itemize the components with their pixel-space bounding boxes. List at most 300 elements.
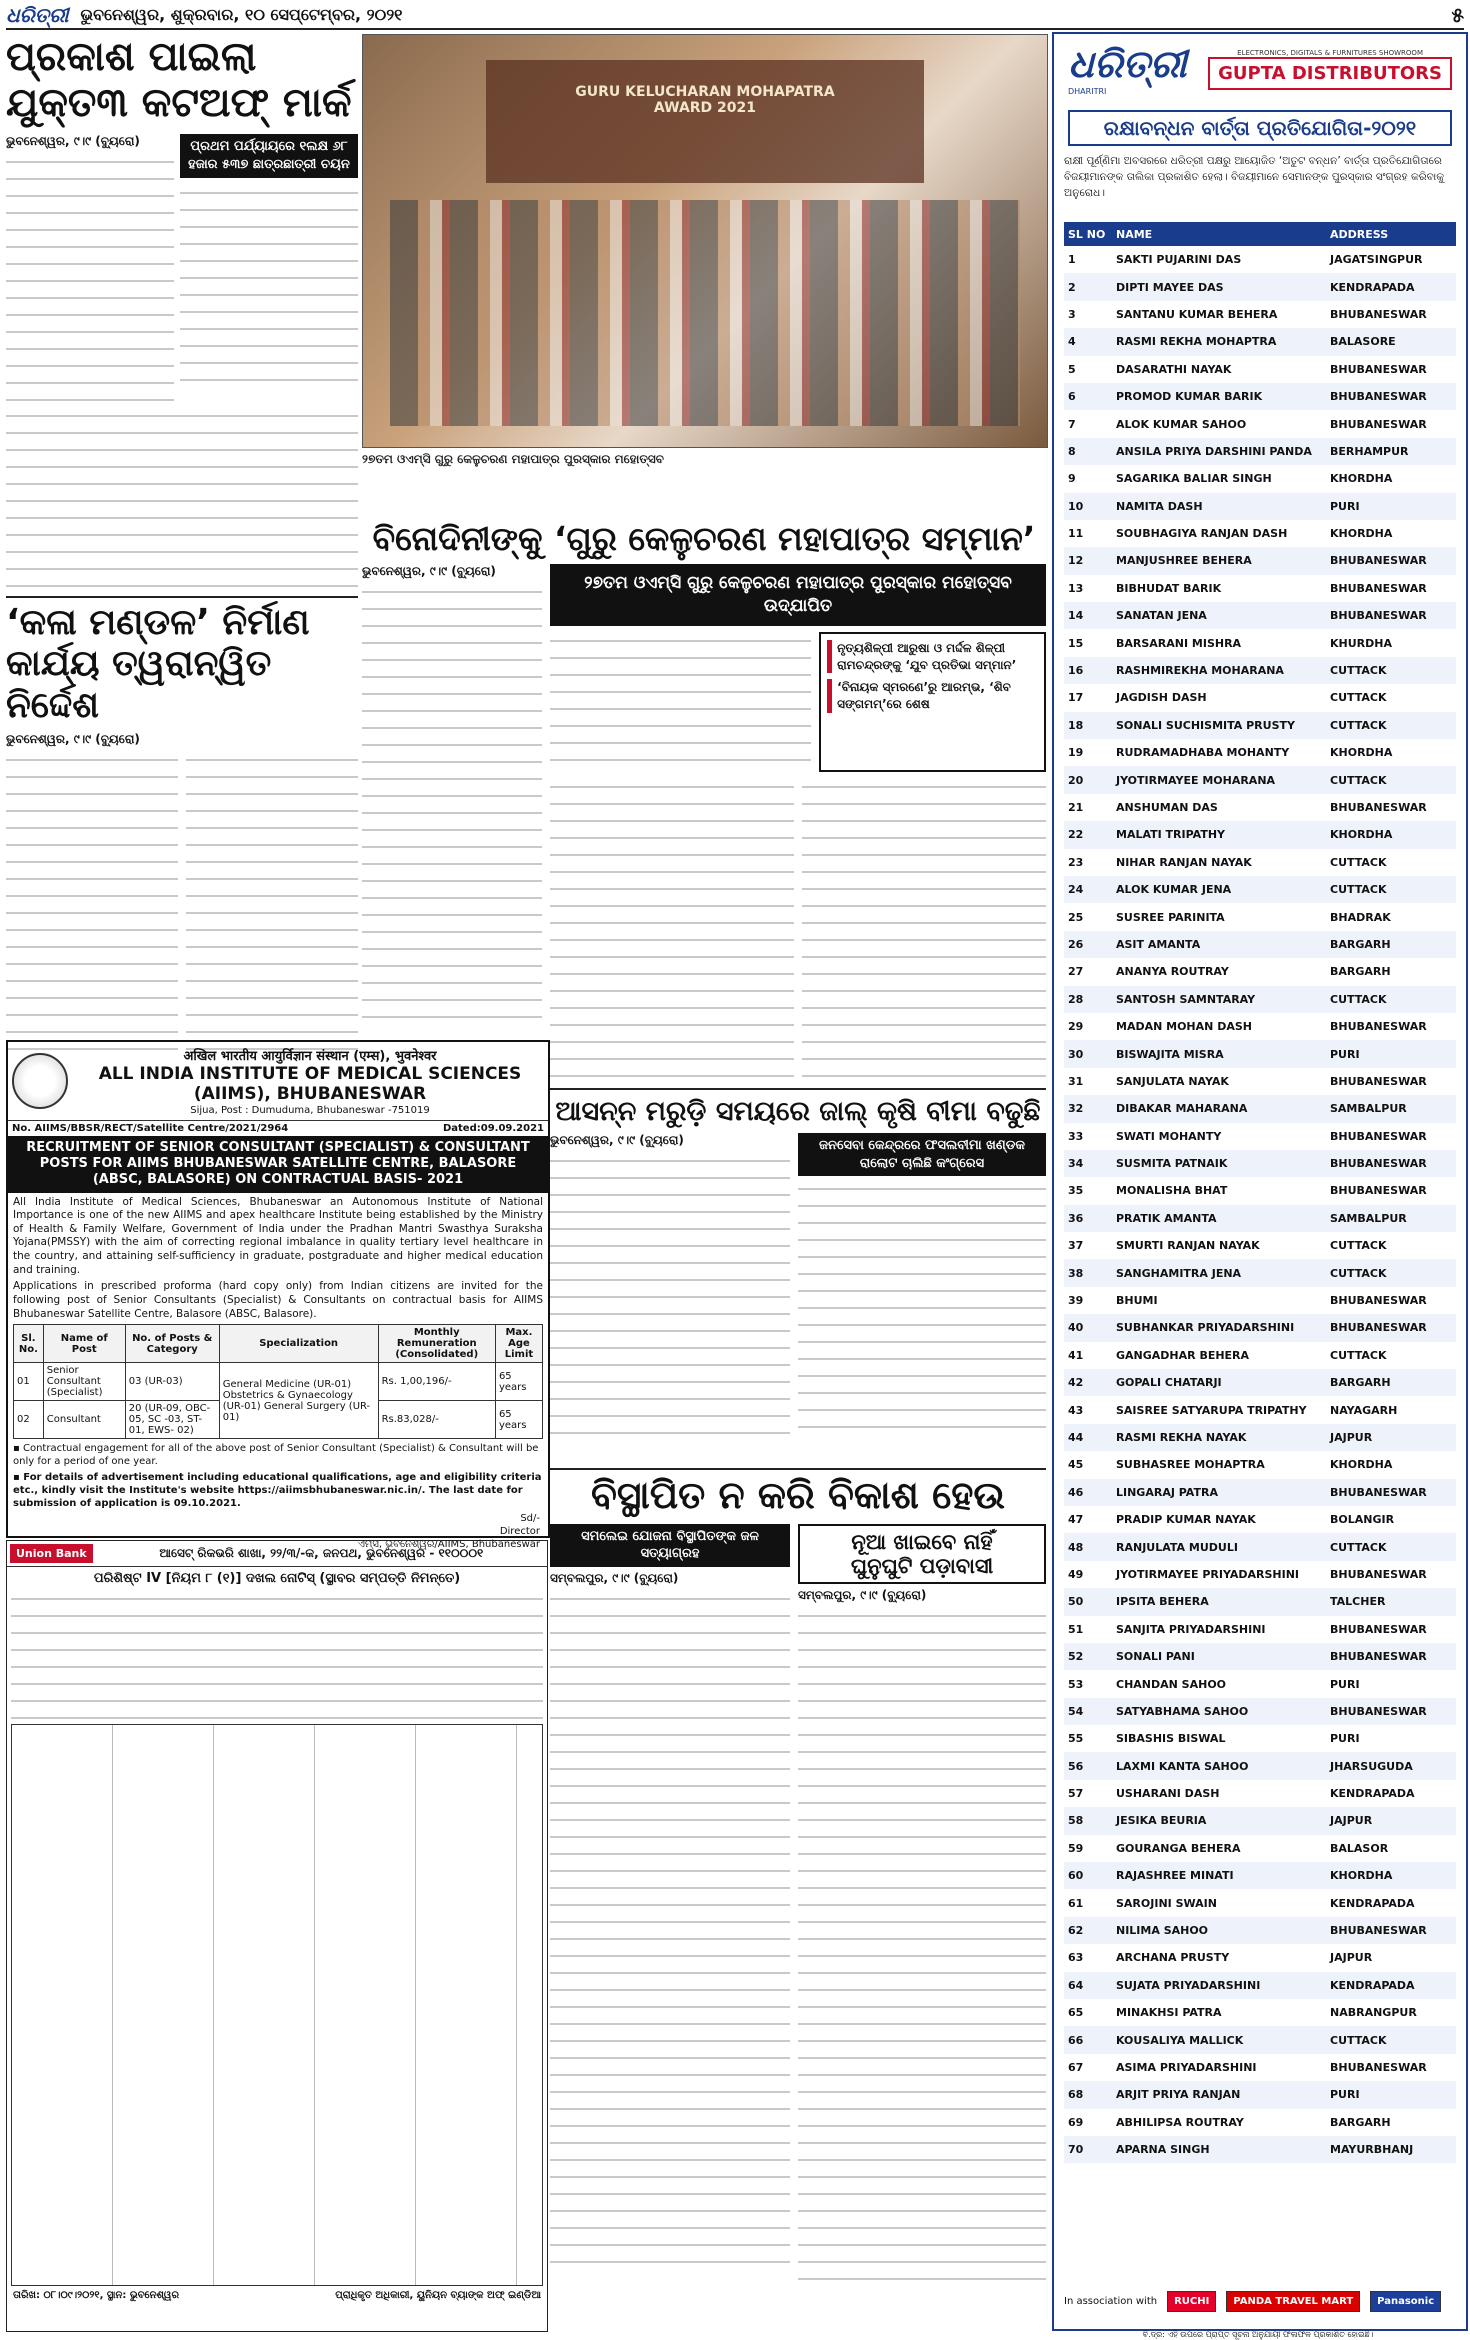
winner-name: LAXMI KANTA SAHOO bbox=[1112, 1752, 1326, 1779]
winner-slno: 14 bbox=[1064, 602, 1112, 629]
winner-address: NAYAGARH bbox=[1330, 1403, 1398, 1417]
winner-name: JYOTIRMAYEE PRIYADARSHINI bbox=[1116, 1567, 1299, 1581]
story-kala-mandal bbox=[6, 596, 358, 1040]
winner-name: MALATI TRIPATHY bbox=[1112, 821, 1326, 848]
winner-row bbox=[1064, 2026, 1456, 2053]
winner-name: IPSITA BEHERA bbox=[1112, 1588, 1326, 1615]
winner-address: KHORDHA bbox=[1330, 746, 1393, 760]
winner-name: SAKTI PUJARINI DAS bbox=[1116, 253, 1242, 267]
winner-slno: 66 bbox=[1064, 2026, 1112, 2053]
winner-slno: 67 bbox=[1068, 2060, 1084, 2074]
photo-caption bbox=[362, 450, 1046, 514]
winner-name: ASIT AMANTA bbox=[1112, 931, 1326, 958]
story-nuakhai-headline-1: ନୂଆ ଖାଇବେ ନାହିଁ bbox=[851, 1529, 993, 1554]
winner-name: SANTANU KUMAR BEHERA bbox=[1116, 307, 1278, 321]
aiims-intro-2: Applications in prescribed proforma (hard copy only) from Indian citizens are invited for the following post of Senior Consultants (Specialist) & Consultants on contractual basis for AIIMS Bhubaneswar Satellite Centre, Balasore (ABSC, Balasore). bbox=[13, 1280, 543, 1320]
winner-name: SWATI MOHANTY bbox=[1116, 1129, 1222, 1143]
winner-name: GOPALI CHATARJI bbox=[1112, 1369, 1326, 1396]
aiims-sign-3: ଏମ୍ସ, ଭୁବନେଶ୍ୱର/AIIMS, Bhubaneswar bbox=[357, 1539, 540, 1551]
winner-row bbox=[1064, 1479, 1456, 1506]
winner-name: MANJUSHREE BEHERA bbox=[1112, 547, 1326, 574]
article-text-block bbox=[550, 1590, 790, 2270]
aiims-ref-no: No. AIIMS/BBSR/RECT/Satellite Centre/2021/2964 bbox=[12, 1122, 289, 1134]
winner-row bbox=[1064, 794, 1456, 821]
winner-slno: 21 bbox=[1068, 801, 1084, 814]
winner-name: SANGHAMITRA JENA bbox=[1112, 1259, 1326, 1286]
winner-address: BHUBANESWAR bbox=[1326, 1643, 1456, 1670]
winner-slno: 28 bbox=[1064, 986, 1112, 1013]
winner-slno: 59 bbox=[1068, 1841, 1084, 1855]
winner-name: ANSHUMAN DAS bbox=[1116, 801, 1218, 814]
winner-slno: 70 bbox=[1064, 2136, 1112, 2163]
winner-name: BHUMI bbox=[1116, 1294, 1158, 1308]
winner-address: JAJPUR bbox=[1326, 1424, 1456, 1451]
winner-slno: 16 bbox=[1064, 657, 1112, 684]
winner-row bbox=[1064, 1123, 1456, 1150]
masthead-dateline: ଭୁବନେଶ୍ୱର, ଶୁକ୍ରବାର, ୧୦ ସେପ୍ଟେମ୍ବର, ୨୦୨୧ bbox=[80, 5, 403, 24]
winner-address: BHUBANESWAR bbox=[1326, 547, 1456, 574]
winner-address: KENDRAPADA bbox=[1326, 1972, 1456, 1999]
winner-slno: 40 bbox=[1064, 1314, 1112, 1341]
winner-address: BHUBANESWAR bbox=[1326, 1150, 1456, 1177]
sponsor-strip bbox=[1064, 2281, 1456, 2321]
winner-name: SANJITA PRIYADARSHINI bbox=[1116, 1622, 1266, 1636]
winner-row bbox=[1064, 1314, 1456, 1341]
winner-row bbox=[1064, 1533, 1456, 1560]
story-binodini-dateline: ଭୁବନେଶ୍ୱର, ୯।୯ (ବ୍ୟୁରୋ) bbox=[362, 563, 496, 578]
winner-row bbox=[1064, 1725, 1456, 1752]
table-cell: General Medicine (UR-01) Obstetrics & Gynaecology (UR-01) General Surgery (UR-01) bbox=[219, 1363, 378, 1439]
winner-row bbox=[1064, 1396, 1456, 1423]
masthead bbox=[6, 2, 1464, 30]
winner-slno: 32 bbox=[1064, 1095, 1112, 1122]
winner-address: BHUBANESWAR bbox=[1326, 1917, 1456, 1944]
article-text-block bbox=[362, 583, 542, 1023]
aiims-intro: All India Institute of Medical Sciences, Bhubaneswar an Autonomous Institute of National Importance is one of the new AIIMS and apex healthcare Institute being established by the Ministry of Health & Family Welfare, Government of India under the Pradhan Mantri Swasthya Suraksha Yojana(PMSSY) with the aim of correcting regional imbalance in quality tertiary level healthcare in the country, and attaining self-sufficiency in graduate, postgraduate and higher medical education and training. bbox=[13, 1195, 543, 1276]
winner-address: CUTTACK bbox=[1326, 876, 1456, 903]
winner-slno: 31 bbox=[1068, 1074, 1084, 1088]
winner-row bbox=[1064, 2109, 1456, 2136]
award-ceremony-photo bbox=[362, 34, 1048, 448]
winner-row bbox=[1064, 547, 1456, 574]
aiims-sign-1: Sd/- bbox=[520, 1513, 540, 1525]
winner-address: KENDRAPADA bbox=[1330, 1787, 1415, 1801]
winner-slno: 17 bbox=[1068, 691, 1084, 705]
winner-slno: 52 bbox=[1064, 1643, 1112, 1670]
winner-address: PURI bbox=[1326, 2081, 1456, 2108]
winner-address: BHUBANESWAR bbox=[1330, 307, 1427, 321]
winner-address: BALASORE bbox=[1326, 328, 1456, 355]
winner-name: ABHILIPSA ROUTRAY bbox=[1116, 2115, 1244, 2129]
winner-address: PURI bbox=[1326, 493, 1456, 520]
winner-row bbox=[1064, 1013, 1456, 1040]
winner-address: BARGARH bbox=[1326, 1369, 1456, 1396]
winner-row bbox=[1064, 1177, 1456, 1204]
winner-name: ALOK KUMAR SAHOO bbox=[1116, 417, 1247, 431]
winner-name: SUJATA PRIYADARSHINI bbox=[1112, 1972, 1326, 1999]
union-bank-footer: ତାରିଖ: ୦୮।୦୯।୨୦୨୧, ସ୍ଥାନ: ଭୁବନେଶ୍ୱର bbox=[13, 2290, 180, 2301]
story-cutoff-callout: ପ୍ରଥମ ପର୍ଯ୍ୟାୟରେ ୧ଲକ୍ଷ ୬୮ ହଜାର ୫୩୭ ଛାତ୍ରଛାତ୍ରୀ ଚୟନ bbox=[180, 134, 358, 178]
story-nuakhai bbox=[798, 1524, 1046, 1584]
aiims-dated: Dated:09.09.2021 bbox=[442, 1122, 544, 1134]
winner-name: RASMI REKHA NAYAK bbox=[1112, 1424, 1326, 1451]
winner-slno: 26 bbox=[1064, 931, 1112, 958]
winner-row bbox=[1064, 1232, 1456, 1259]
winner-slno: 12 bbox=[1064, 547, 1112, 574]
winner-address: BHUBANESWAR bbox=[1330, 1294, 1427, 1308]
union-bank-logo: Union Bank bbox=[10, 1544, 93, 1563]
winner-address: CUTTACK bbox=[1326, 712, 1456, 739]
winner-name: PRADIP KUMAR NAYAK bbox=[1116, 1513, 1256, 1527]
winner-name: SOUBHAGIYA RANJAN DASH bbox=[1116, 527, 1288, 541]
rakhi-intro: ରାକ୍ଷୀ ପୂର୍ଣ୍ଣିମା ଅବସରରେ ଧରିତ୍ରୀ ପକ୍ଷରୁ ଆୟୋଜିତ ‘ଅତୁଟ ବନ୍ଧନ’ ବାର୍ତ୍ତା ପ୍ରତିଯୋଗିତାରେ ବିଜୟୀମାନଙ୍କ ତାଲିକା ପ୍ରକାଶିତ ହେଲା। ବିଜୟୀମାନେ ସେମାନଙ୍କ ପୁରସ୍କାର ସଂଗ୍ରହ କରିବାକୁ ଅନୁରୋଧ। bbox=[1064, 155, 1444, 199]
winner-slno: 42 bbox=[1064, 1369, 1112, 1396]
winner-name: BIBHUDAT BARIK bbox=[1116, 581, 1222, 595]
winner-name: NIHAR RANJAN NAYAK bbox=[1116, 855, 1252, 869]
gupta-distributors-logo: GUPTA DISTRIBUTORS bbox=[1208, 57, 1452, 90]
winner-name: SATYABHAMA SAHOO bbox=[1112, 1698, 1326, 1725]
winner-address: CUTTACK bbox=[1326, 1259, 1456, 1286]
story-binodini-headline: ବିନୋଦିନୀଙ୍କୁ ‘ଗୁରୁ କେଳୁଚରଣ ମହାପାତ୍ର ସମ୍ମାନ’ bbox=[372, 519, 1036, 558]
winner-address: KHORDHA bbox=[1330, 527, 1393, 541]
winner-address: CUTTACK bbox=[1330, 691, 1387, 705]
story-crop-subhead: ଜନସେବା କେନ୍ଦ୍ରରେ ଫସଲବୀମା ଖଣ୍ଡକ ରାଲୋଟ ଚାଲିଛି କଂଗ୍ରେସ bbox=[798, 1133, 1046, 1176]
winner-slno: 51 bbox=[1068, 1622, 1084, 1636]
winner-row bbox=[1064, 1835, 1456, 1862]
winner-name: SANATAN JENA bbox=[1112, 602, 1326, 629]
winner-address: BHUBANESWAR bbox=[1330, 1567, 1427, 1581]
winner-address: BHUBANESWAR bbox=[1330, 362, 1427, 376]
winner-address: BHUBANESWAR bbox=[1330, 801, 1427, 814]
winner-name: SUSREE PARINITA bbox=[1116, 910, 1225, 924]
story-cutoff-marks bbox=[6, 34, 358, 694]
winner-name: DASARATHI NAYAK bbox=[1116, 362, 1232, 376]
winner-name: MINAKHSI PATRA bbox=[1116, 2006, 1222, 2020]
winner-address: JHARSUGUDA bbox=[1326, 1752, 1456, 1779]
table-header-cell: Name of Post bbox=[43, 1325, 125, 1363]
winner-row bbox=[1064, 1862, 1456, 1889]
winner-address: BHUBANESWAR bbox=[1330, 1184, 1427, 1198]
winner-slno: 69 bbox=[1068, 2115, 1084, 2129]
article-text-block bbox=[550, 632, 811, 772]
winner-slno: 6 bbox=[1064, 383, 1112, 410]
winner-address: MAYURBHANJ bbox=[1326, 2136, 1456, 2163]
page-number: ୫ bbox=[1451, 3, 1464, 27]
winner-address: BHADRAK bbox=[1330, 910, 1391, 924]
winner-row bbox=[1064, 493, 1456, 520]
winner-row bbox=[1064, 273, 1456, 300]
winner-name: ARCHANA PRUSTY bbox=[1116, 1951, 1230, 1965]
winner-name: SUBHANKAR PRIYADARSHINI bbox=[1112, 1314, 1326, 1341]
winner-row bbox=[1064, 1095, 1456, 1122]
winner-address: KHORDHA bbox=[1326, 821, 1456, 848]
winner-row bbox=[1064, 1369, 1456, 1396]
winner-row bbox=[1064, 1889, 1456, 1916]
winner-address: CUTTACK bbox=[1326, 1533, 1456, 1560]
photo-people bbox=[390, 200, 1019, 427]
winner-name: RUDRAMADHABA MOHANTY bbox=[1116, 746, 1290, 760]
aiims-emblem-icon bbox=[12, 1053, 68, 1109]
winner-row bbox=[1064, 766, 1456, 793]
winner-slno: 34 bbox=[1064, 1150, 1112, 1177]
union-bank-header: ଆସେଟ୍ ରିକଭରି ଶାଖା, ୨୨/୩/-କ, ଜନପଥ, ଭୁବନେଶ୍ୱର - ୧୧୦୦୦୧ bbox=[159, 1546, 484, 1560]
aiims-sign-2: Director bbox=[499, 1526, 540, 1538]
winner-row bbox=[1064, 1150, 1456, 1177]
winner-address: BHUBANESWAR bbox=[1330, 2060, 1427, 2074]
winner-slno: 35 bbox=[1068, 1184, 1084, 1198]
winner-row bbox=[1064, 1506, 1456, 1533]
table-header-cell: Specialization bbox=[219, 1325, 378, 1363]
winner-row bbox=[1064, 465, 1456, 492]
winner-address: BHUBANESWAR bbox=[1330, 1622, 1427, 1636]
winner-address: BHUBANESWAR bbox=[1330, 1074, 1427, 1088]
aiims-posts-table bbox=[13, 1324, 543, 1439]
article-text-block bbox=[802, 778, 1046, 1078]
winner-slno: 18 bbox=[1064, 712, 1112, 739]
story-displacement-dateline: ସମ୍ବଲପୁର, ୯।୯ (ବ୍ୟୁରୋ) bbox=[550, 1570, 679, 1585]
winner-slno: 23 bbox=[1068, 855, 1084, 869]
winner-name: JAGDISH DASH bbox=[1116, 691, 1207, 705]
winners-col-slno: SL NO bbox=[1064, 222, 1112, 246]
story-binodini-highlights bbox=[819, 632, 1046, 772]
winner-slno: 39 bbox=[1068, 1294, 1084, 1308]
winner-name: ALOK KUMAR JENA bbox=[1112, 876, 1326, 903]
panda-travel-logo: PANDA TRAVEL MART bbox=[1226, 2291, 1360, 2312]
winner-slno: 36 bbox=[1064, 1205, 1112, 1232]
notice-property-table bbox=[11, 1724, 543, 2286]
winner-slno: 60 bbox=[1064, 1862, 1112, 1889]
rakhi-footnote: ବି.ଦ୍ର: ଏହି ଉପରେ ପ୍ରାପ୍ତ ସୂଚନା ଅନୁଯାୟୀ ଫଳାଫଳ ପ୍ରକାଶିତ ହୋଇଛି। bbox=[1142, 2330, 1374, 2339]
winner-row bbox=[1064, 602, 1456, 629]
aiims-heading: RECRUITMENT OF SENIOR CONSULTANT (SPECIALIST) & CONSULTANT POSTS FOR AIIMS BHUBANESWAR SATELLITE CENTRE, BALASORE (ABSC, BALASORE) ON CONTRACTUAL BASIS- 2021 bbox=[8, 1136, 548, 1193]
winner-slno: 11 bbox=[1068, 527, 1084, 541]
story-displacement-headline: ବିସ୍ଥାପିତ ନ କରି ବିକାଶ ହେଉ bbox=[590, 1473, 1006, 1517]
winner-address: BHUBANESWAR bbox=[1326, 1479, 1456, 1506]
winner-slno: 41 bbox=[1068, 1348, 1084, 1362]
winner-slno: 46 bbox=[1064, 1479, 1112, 1506]
winner-slno: 25 bbox=[1068, 910, 1084, 924]
winner-slno: 13 bbox=[1068, 581, 1084, 595]
winners-table bbox=[1064, 222, 1456, 2163]
winner-row bbox=[1064, 1752, 1456, 1779]
winner-slno: 68 bbox=[1064, 2081, 1112, 2108]
notice-text-block bbox=[11, 1590, 543, 1720]
table-cell: Senior Consultant (Specialist) bbox=[43, 1363, 125, 1401]
winner-name: PROMOD KUMAR BARIK bbox=[1112, 383, 1326, 410]
winner-row bbox=[1064, 849, 1456, 876]
story-crop-headline: ଆସନ୍ନ ମରୁଡ଼ି ସମୟରେ ଜାଲ୍ କୃଷି ବୀମା ବଢୁଛି bbox=[555, 1096, 1041, 1127]
winner-row bbox=[1064, 986, 1456, 1013]
winner-address: KHORDHA bbox=[1330, 472, 1393, 486]
winner-address: KHORDHA bbox=[1330, 1458, 1393, 1472]
winner-name: PRATIK AMANTA bbox=[1112, 1205, 1326, 1232]
winner-row bbox=[1064, 1068, 1456, 1095]
winner-row bbox=[1064, 629, 1456, 656]
winner-name: GANGADHAR BEHERA bbox=[1116, 1348, 1250, 1362]
winner-row bbox=[1064, 2136, 1456, 2163]
winner-slno: 48 bbox=[1064, 1533, 1112, 1560]
winner-row bbox=[1064, 1670, 1456, 1697]
winner-slno: 27 bbox=[1068, 965, 1084, 979]
story-binodini-award bbox=[362, 450, 1046, 1084]
winner-row bbox=[1064, 1780, 1456, 1807]
winner-name: ANSILA PRIYA DARSHINI PANDA bbox=[1112, 438, 1326, 465]
winner-address: BHUBANESWAR bbox=[1330, 1020, 1427, 1034]
table-cell: Consultant bbox=[43, 1401, 125, 1439]
winner-address: BHUBANESWAR bbox=[1330, 581, 1427, 595]
winner-row bbox=[1064, 410, 1456, 437]
article-text-block bbox=[798, 1607, 1046, 2287]
winner-slno: 49 bbox=[1068, 1567, 1084, 1581]
winner-row bbox=[1064, 1698, 1456, 1725]
winner-name: SIBASHIS BISWAL bbox=[1116, 1732, 1226, 1746]
winner-slno: 2 bbox=[1064, 273, 1112, 300]
winner-row bbox=[1064, 876, 1456, 903]
winner-slno: 44 bbox=[1064, 1424, 1112, 1451]
winner-row bbox=[1064, 2054, 1456, 2081]
winner-name: GOURANGA BEHERA bbox=[1116, 1841, 1241, 1855]
winner-slno: 64 bbox=[1064, 1972, 1112, 1999]
winner-row bbox=[1064, 383, 1456, 410]
winner-address: JAJPUR bbox=[1326, 1807, 1456, 1834]
winner-slno: 10 bbox=[1064, 493, 1112, 520]
rakhi-title: ରକ୍ଷାବନ୍ଧନ ବାର୍ତ୍ତା ପ୍ରତିଯୋଗିତା-୨୦୨୧ bbox=[1068, 110, 1452, 146]
winner-name: RANJULATA MUDULI bbox=[1112, 1533, 1326, 1560]
winner-name: DIPTI MAYEE DAS bbox=[1112, 273, 1326, 300]
winner-row bbox=[1064, 739, 1456, 766]
article-text-block bbox=[6, 153, 174, 403]
winner-slno: 62 bbox=[1064, 1917, 1112, 1944]
winner-row bbox=[1064, 657, 1456, 684]
association-label: In association with bbox=[1064, 2295, 1158, 2307]
winner-row bbox=[1064, 575, 1456, 602]
winner-row bbox=[1064, 1424, 1456, 1451]
winner-row bbox=[1064, 1205, 1456, 1232]
winner-name: NAMITA DASH bbox=[1112, 493, 1326, 520]
winner-slno: 58 bbox=[1064, 1807, 1112, 1834]
winner-name: ASIMA PRIYADARSHINI bbox=[1116, 2060, 1257, 2074]
winner-address: BALASOR bbox=[1330, 1841, 1389, 1855]
aiims-note-2-text: For details of advertisement including educational qualifications, age and eligibility criteria etc., kindly visit the Institute's website https://aiimsbhubaneswar.nic.in/. The last date for submission of application is 09.10.2021. bbox=[13, 1472, 542, 1510]
winner-name: BARSARANI MISHRA bbox=[1116, 636, 1242, 650]
winner-address: PURI bbox=[1330, 1732, 1360, 1746]
winner-name: CHANDAN SAHOO bbox=[1116, 1677, 1227, 1691]
winner-row bbox=[1064, 1588, 1456, 1615]
winner-slno: 45 bbox=[1068, 1458, 1084, 1472]
winner-slno: 56 bbox=[1064, 1752, 1112, 1779]
union-bank-title: ପରିଶିଷ୍ଟ IV [ନିୟମ ୮ (୧)] ଦଖଲ ନୋଟିସ୍ (ସ୍ଥାବର ସମ୍ପତ୍ତି ନିମନ୍ତେ) bbox=[93, 1571, 461, 1586]
winner-slno: 29 bbox=[1068, 1020, 1084, 1034]
winner-row bbox=[1064, 1342, 1456, 1369]
winner-slno: 22 bbox=[1064, 821, 1112, 848]
table-header-cell: Max. Age Limit bbox=[495, 1325, 542, 1363]
winner-name: SANTOSH SAMNTARAY bbox=[1112, 986, 1326, 1013]
winner-slno: 19 bbox=[1068, 746, 1084, 760]
winner-row bbox=[1064, 356, 1456, 383]
winner-row bbox=[1064, 1643, 1456, 1670]
winner-address: CUTTACK bbox=[1326, 657, 1456, 684]
union-bank-signature: ପ୍ରାଧିକୃତ ଅଧିକାରୀ, ୟୁନିୟନ ବ୍ୟାଙ୍କ ଅଫ୍ ଇଣ୍ଡିଆ bbox=[335, 2290, 541, 2301]
winner-row bbox=[1064, 1917, 1456, 1944]
highlight-bullet-1: ନୃତ୍ୟଶିଳ୍ପୀ ଆରୁଷା ଓ ମର୍ଦ୍ଦଳ ଶିଳ୍ପୀ ରାମଚନ୍ଦ୍ରଙ୍କୁ ‘ଯୁବ ପ୍ରତିଭା ସମ୍ମାନ’ bbox=[827, 640, 1038, 674]
winners-col-name: NAME bbox=[1112, 222, 1326, 246]
photo-banner-text: GURU KELUCHARAN MOHAPATRA AWARD 2021 bbox=[575, 84, 835, 117]
winner-name: SAISREE SATYARUPA TRIPATHY bbox=[1116, 1403, 1307, 1417]
winner-name: BISWAJITA MISRA bbox=[1112, 1040, 1326, 1067]
winner-address: BERHAMPUR bbox=[1326, 438, 1456, 465]
union-bank-possession-notice bbox=[6, 1540, 548, 2332]
winner-row bbox=[1064, 684, 1456, 711]
winner-row bbox=[1064, 520, 1456, 547]
ruchi-logo: RUCHI bbox=[1167, 2291, 1216, 2312]
photo-stage-banner bbox=[486, 60, 924, 184]
winner-name: JYOTIRMAYEE MOHARANA bbox=[1112, 766, 1326, 793]
winner-row bbox=[1064, 958, 1456, 985]
winner-row bbox=[1064, 1807, 1456, 1834]
winner-slno: 43 bbox=[1068, 1403, 1084, 1417]
table-cell: 02 bbox=[14, 1401, 44, 1439]
winner-row bbox=[1064, 903, 1456, 930]
winner-name: APARNA SINGH bbox=[1112, 2136, 1326, 2163]
winner-row bbox=[1064, 438, 1456, 465]
winner-row bbox=[1064, 712, 1456, 739]
winner-row bbox=[1064, 821, 1456, 848]
panasonic-logo: Panasonic bbox=[1370, 2291, 1441, 2312]
table-header-cell: Sl. No. bbox=[14, 1325, 44, 1363]
aiims-title: ALL INDIA INSTITUTE OF MEDICAL SCIENCES (AIIMS), BHUBANESWAR bbox=[98, 1064, 522, 1105]
table-row bbox=[14, 1363, 543, 1401]
winner-row bbox=[1064, 1944, 1456, 1971]
winner-row bbox=[1064, 1287, 1456, 1314]
table-cell: 01 bbox=[14, 1363, 44, 1401]
table-cell: 20 (UR-09, OBC- 05, SC -03, ST-01, EWS- 02) bbox=[125, 1401, 219, 1439]
winner-slno: 61 bbox=[1068, 1896, 1084, 1910]
winner-address: KENDRAPADA bbox=[1326, 273, 1456, 300]
article-text-block bbox=[6, 751, 178, 1061]
story-displacement bbox=[550, 1468, 1046, 2330]
table-cell: 65 years bbox=[495, 1401, 542, 1439]
winner-name: JESIKA BEURIA bbox=[1112, 1807, 1326, 1834]
story-displacement-subhead: ସମଲେଇ ଯୋଜନା ବିସ୍ଥାପିତଙ୍କ ଜଳ ସତ୍ୟାଗ୍ରହ bbox=[550, 1524, 790, 1567]
aiims-note-2: ▪ For details of advertisement including educational qualifications, age and eligibility criteria etc., kindly visit the Institute's website https://aiimsbhubaneswar.nic.in/. The last date for submission of application is 09.10.2021. bbox=[13, 1472, 542, 1510]
winner-slno: 8 bbox=[1064, 438, 1112, 465]
winner-address: CUTTACK bbox=[1330, 855, 1387, 869]
winner-name: SAROJINI SWAIN bbox=[1116, 1896, 1217, 1910]
winner-name: RASMI REKHA MOHAPTRA bbox=[1112, 328, 1326, 355]
winner-name: USHARANI DASH bbox=[1116, 1787, 1220, 1801]
winner-row bbox=[1064, 1999, 1456, 2026]
winner-address: JAGATSINGPUR bbox=[1330, 253, 1423, 267]
winner-row bbox=[1064, 1616, 1456, 1643]
winner-name: MADAN MOHAN DASH bbox=[1116, 1020, 1252, 1034]
winner-address: CUTTACK bbox=[1330, 1348, 1387, 1362]
aiims-recruitment-ad bbox=[6, 1040, 550, 1551]
winner-address: BHUBANESWAR bbox=[1330, 1129, 1427, 1143]
aiims-address: Sijua, Post : Dumuduma, Bhubaneswar -751019 bbox=[190, 1104, 430, 1116]
aiims-note-1-text: Contractual engagement for all of the above post of Senior Consultant (Specialist) & Consultant will be only for a period of one year. bbox=[13, 1443, 539, 1468]
winner-slno: 57 bbox=[1068, 1787, 1084, 1801]
story-cutoff-dateline: ଭୁବନେଶ୍ୱର, ୯।୯ (ବ୍ୟୁରୋ) bbox=[6, 134, 140, 148]
aiims-note-1: ▪ Contractual engagement for all of the above post of Senior Consultant (Specialist) & Consultant will be only for a period of one year. bbox=[13, 1443, 539, 1468]
winner-row bbox=[1064, 328, 1456, 355]
winner-name: RASHMIREKHA MOHARANA bbox=[1112, 657, 1326, 684]
winner-slno: 4 bbox=[1064, 328, 1112, 355]
winner-address: CUTTACK bbox=[1326, 766, 1456, 793]
rakhi-competition-panel bbox=[1052, 32, 1468, 2331]
winner-row bbox=[1064, 1040, 1456, 1067]
table-header-cell: Monthly Remuneration (Consolidated) bbox=[378, 1325, 495, 1363]
winner-slno: 63 bbox=[1068, 1951, 1084, 1965]
